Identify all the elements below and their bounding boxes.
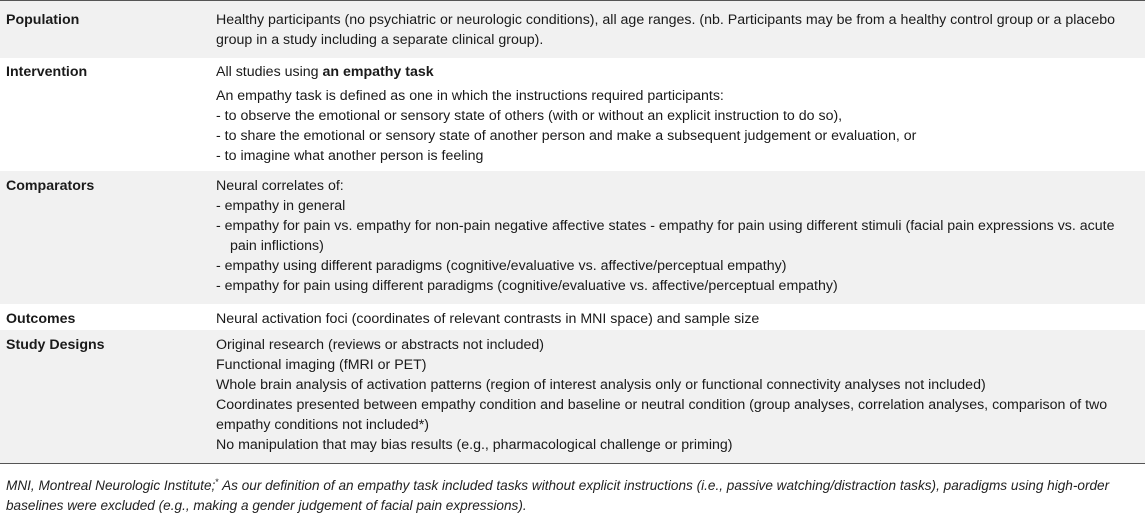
label-intervention: Intervention <box>6 64 88 80</box>
study-design-item: Original research (reviews or abstracts not included) <box>216 337 545 353</box>
content-comparators <box>216 176 1144 296</box>
comparators-intro: Neural correlates of: <box>216 178 344 194</box>
content-outcomes <box>216 309 1144 329</box>
label-population: Population <box>6 12 80 28</box>
content-study-designs <box>216 335 1144 455</box>
study-design-item: No manipulation that may bias results (e.g., pharmacological challenge or priming) <box>216 437 733 453</box>
table-footnote <box>6 472 1136 516</box>
study-design-item: Functional imaging (fMRI or PET) <box>216 357 427 373</box>
footnote-part1: MNI, Montreal Neurologic Institute; <box>6 478 216 493</box>
population-text: Healthy participants (no psychiatric or neurologic conditions), all age ranges. (nb. Participants may be from a healthy control group or a placebo group in a study including a separate clinical group). <box>216 12 1116 48</box>
intervention-item: - to observe the emotional or sensory state of others (with or without an explicit instruction to do so), <box>216 108 843 124</box>
study-design-item: Coordinates presented between empathy condition and baseline or neutral condition (group analyses, correlation analyses, comparison of two empathy conditions not included*) <box>216 397 1108 433</box>
comparators-item: - empathy in general <box>216 198 346 214</box>
comparators-item: - empathy for pain vs. empathy for non-pain negative affective states - empathy for pain using different stimuli (facial pain expressions vs. acute pain inflictions) <box>216 218 1115 254</box>
intervention-lead <box>216 62 1144 82</box>
content-intervention <box>216 62 1144 166</box>
intervention-item: - to share the emotional or sensory state of another person and make a subsequent judgement or evaluation, or <box>216 128 917 144</box>
label-study-designs: Study Designs <box>6 337 105 353</box>
footnote-part2: As our definition of an empathy task included tasks without explicit instructions (i.e., passive watching/distraction tasks), paradigms using high-order baselines were excluded (e.g., making a gender judgement of facial pain expressions). <box>6 478 1110 513</box>
footnote-mark: * <box>215 477 219 487</box>
study-design-item: Whole brain analysis of activation patterns (region of interest analysis only or functional connectivity analyses not included) <box>216 377 986 393</box>
label-outcomes: Outcomes <box>6 311 76 327</box>
outcomes-text: Neural activation foci (coordinates of relevant contrasts in MNI space) and sample size <box>216 311 760 327</box>
content-population <box>216 10 1144 50</box>
intervention-lead-bold: an empathy task <box>322 64 434 80</box>
bottom-rule <box>0 463 1145 464</box>
label-comparators: Comparators <box>6 178 95 194</box>
intervention-intro: An empathy task is defined as one in which the instructions required participants: <box>216 88 724 104</box>
intervention-item: - to imagine what another person is feeling <box>216 148 484 164</box>
comparators-item: - empathy using different paradigms (cognitive/evaluative vs. affective/perceptual empathy) <box>216 258 787 274</box>
intervention-lead-prefix: All studies using <box>216 64 323 80</box>
comparators-item: - empathy for pain using different paradigms (cognitive/evaluative vs. affective/perceptual empathy) <box>216 278 838 294</box>
